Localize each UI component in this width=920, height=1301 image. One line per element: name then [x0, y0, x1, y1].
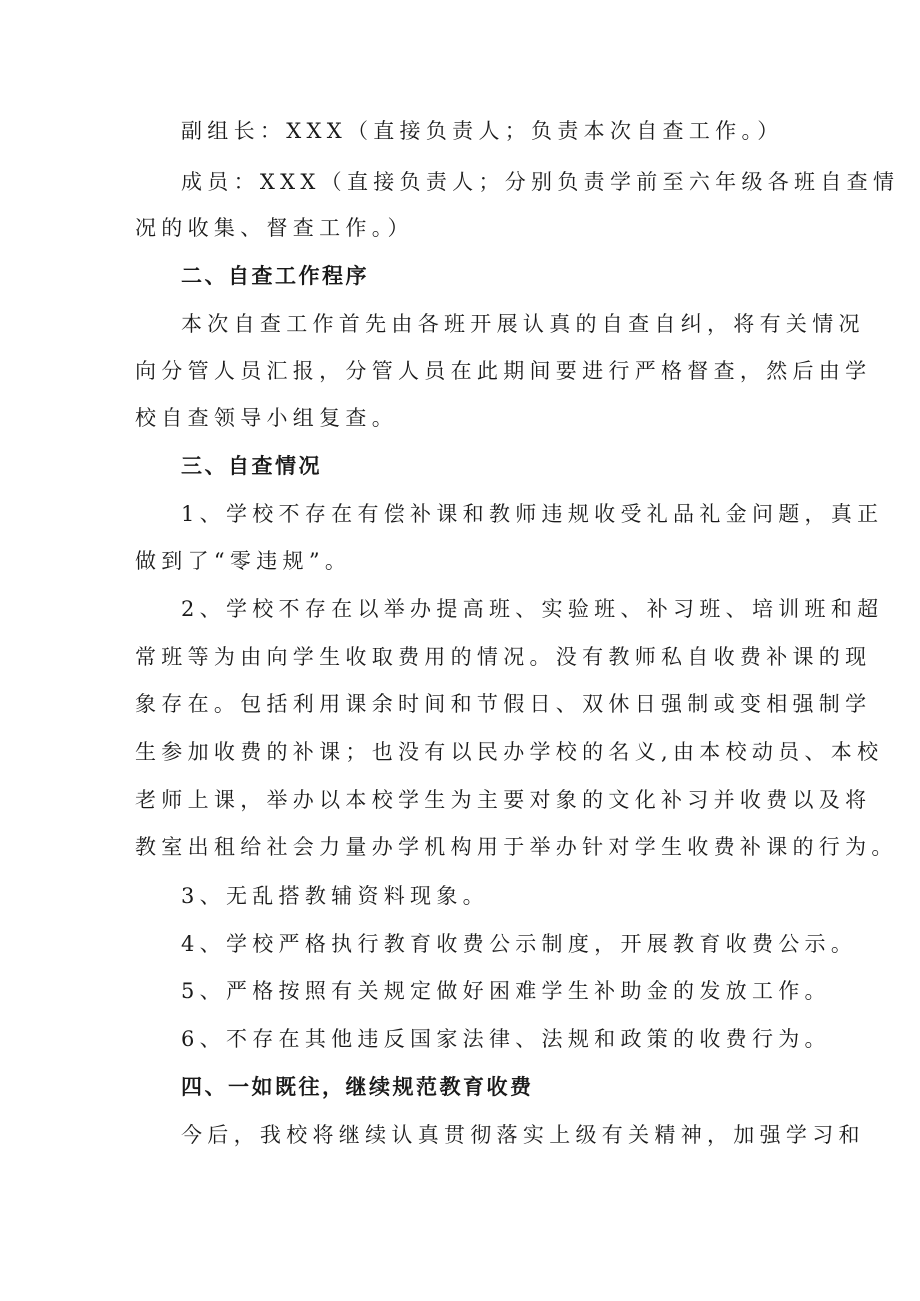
section-heading: 四、一如既往，继续规范教育收费	[181, 1075, 534, 1099]
paragraph-line: 老师上课，举办以本校学生为主要对象的文化补习并收费以及将	[135, 788, 872, 812]
paragraph-line: 6、不存在其他违反国家法律、法规和政策的收费行为。	[181, 1027, 831, 1051]
paragraph-line: 2、学校不存在以举办提高班、实验班、补习班、培训班和超	[181, 597, 884, 621]
paragraph-line: 况的收集、督查工作。）	[135, 216, 414, 240]
paragraph-line: 校自查领导小组复查。	[135, 406, 398, 430]
paragraph-line: 5、严格按照有关规定做好困难学生补助金的发放工作。	[181, 979, 831, 1003]
paragraph-line: 向分管人员汇报，分管人员在此期间要进行严格督查，然后由学	[135, 359, 872, 383]
paragraph-line: 常班等为由向学生收取费用的情况。没有教师私自收费补课的现	[135, 645, 872, 669]
paragraph-line: 象存在。包括利用课余时间和节假日、双休日强制或变相强制学	[135, 692, 872, 716]
paragraph-line: 3、无乱搭教辅资料现象。	[181, 884, 489, 908]
paragraph-line: 成员：XXX（直接负责人；分别负责学前至六年级各班自查情	[181, 170, 900, 194]
paragraph-line: 生参加收费的补课；也没有以民办学校的名义,由本校动员、本校	[135, 740, 884, 764]
section-heading: 二、自查工作程序	[181, 264, 369, 288]
paragraph-line: 教室出租给社会力量办学机构用于举办针对学生收费补课的行为。	[135, 835, 898, 859]
paragraph-line: 今后，我校将继续认真贯彻落实上级有关精神，加强学习和	[181, 1123, 865, 1147]
paragraph-line: 4、学校严格执行教育收费公示制度，开展教育收费公示。	[181, 932, 858, 956]
section-heading: 三、自查情况	[181, 454, 322, 478]
paragraph-line: 本次自查工作首先由各班开展认真的自查自纠，将有关情况	[181, 312, 865, 336]
paragraph-line: 副组长：XXX（直接负责人；负责本次自查工作。）	[181, 119, 784, 143]
paragraph-line: 1、学校不存在有偿补课和教师违规收受礼品礼金问题，真正	[181, 502, 884, 526]
paragraph-line: 做到了“零违规”。	[135, 549, 352, 573]
